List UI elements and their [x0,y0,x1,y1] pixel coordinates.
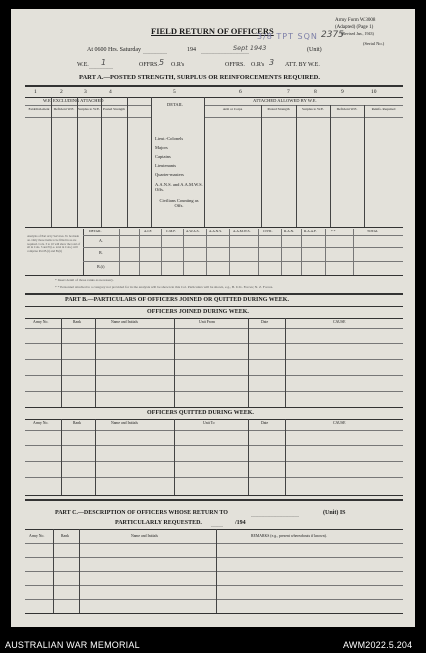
handwritten-ors-2: 3 [269,58,275,67]
quitted-title: OFFICERS QUITTED DURING WEEK. [147,410,254,416]
part-c-title-2: PARTICULARLY REQUESTED. [115,520,202,526]
part-c-title-1: PART C.—DESCRIPTION OF OFFICERS WHOSE RETURN TO [55,510,228,516]
detail-header: DETAIL [167,102,183,107]
analysis-note: Analysis of Part A by Services. To be made on. Only those items to be filled in as are required. Cols. 3 to 10 will show the total of all in Cols. 3 and 8 (i.e. total in Cols.) will comprise Part B.(i) and B.(ii) [27,234,81,253]
form-adapted: (Adapted) (Page 1) [335,25,374,30]
offrs-label: OFFRS. [139,62,159,68]
form-title: FIELD RETURN OF OFFICERS [151,26,274,36]
year-label: 194 [187,47,196,53]
we-label: W.E. [77,62,89,68]
joined-title: OFFICERS JOINED DURING WEEK. [147,309,249,315]
form-number: Army Form W.3008 [335,18,376,23]
handwritten-serial: 2375 [321,30,344,40]
handwritten-unit: Sept 1943 [233,44,267,52]
footer-credit: AUSTRALIAN WAR MEMORIAL [5,640,140,650]
part-c-date: /194 [235,520,246,526]
serial-number-label: (Serial No.) [363,41,385,46]
part-c-unit: (Unit) IS [323,510,346,516]
handwritten-offrs: 1 [101,58,107,67]
offrs-label-2: OFFRS. [225,62,245,68]
footnote-2: * * Personnel attached to a category not provided for in the analysis will be shown in this Col. Particulars will be shown, e.g., B. U.K. Forces; N. Z. Forces. [55,285,274,289]
form-revised: (Revised Jan., 1943) [341,31,374,36]
time-line: At 0600 Hrs. Saturday [87,47,141,53]
unit-stamp: 3/8 TPT SQN [257,32,318,41]
ors-label-1: O.R's [171,62,185,68]
handwritten-ors-1: 5 [159,58,165,67]
att-by-we-label: ATT. BY W.E. [285,62,320,68]
attached-allowed-header: ATTACHED ALLOWED BY W.E. [253,98,317,103]
footnote-1: * Insert detail of those ranks as necessary. [55,278,114,282]
part-b-title: PART B.—PARTICULARS OF OFFICERS JOINED OR QUITTED DURING WEEK. [65,297,289,303]
part-a-title: PART A.—POSTED STRENGTH, SURPLUS OR REINFORCEMENTS REQUIRED. [79,74,320,81]
ors-label-2: O.R's [251,62,265,68]
we-excluding-attached: W.E. EXCLUDING ATTACHED [43,98,104,103]
footer-accession: AWM2022.5.204 [343,640,413,650]
unit-label: (Unit) [307,47,322,53]
form-page: FIELD RETURN OF OFFICERS Army Form W.3008 (Adapted) (Page 1) (Revised Jan., 1943) (Serial No.) At 0600 Hrs. Saturday ………… 194 …………………… (Unit) Sept 1943 3/8 TPT SQN 2375 W.E. ………… 1 OFFRS. 5 O.R's OFFRS. 3 O.R's ATT. BY W.E. PART A.—POSTED STRENGTH, SURPLUS OR REINFORCEMENTS REQUIRED. 1 2 3 4 5 6 7 8 9 10 W.E. EXCLUDING ATTACHED DETAIL ATTACHED ALLOWED BY W.E. Establish-ment Deficient W.E. Surplus to W.E. Posted Strength Arm or Corps Posted Strength Surplus to W.E. Deficient W.E. Reinfs. Required Lieut.-Colonels Majors Captains Lieutenants Quarter-masters A.A.N.S. and A.A.M.W.S. Offs. Civilians Counting as Offs. Analysis of Part A by Services. To be made on. Only those items to be filled in as are required. Cols. 3 to 10 will show the total of all in Cols. 3 and 8 (i.e. total in Cols.) will comprise Part B.(i) and B.(ii) DETAIL A.I.F. C.M.F. A.W.A.S. A.A.N.S. A.A.M.W.S. CIVIL R.A.N. R.A.A.F. * * TOTAL A. B. B.(i) * Insert detail of those ranks as necessary. * * Personnel attached to a category not provided for in the analysis will be shown in this Col. Particulars will be shown, e.g., B. U.K. Forces; N. Z. Forces. PART B.—PARTICULARS OF OFFICERS JOINED OR QUITTED DURING WEEK. OFFICERS JOINED DURING WEEK. Army No. Rank Name and Initials Unit From Date CAUSE OFFICERS QUITTED DURING WEEK. Army No. Rank Name and Initials Unit To Date CAUSE PART C.—DESCRIPTION OF OFFICERS WHOSE RETURN TO …………………… (Unit) IS PARTICULARLY REQUESTED. …… /194 Army No. Rank Name and Initials REMARKS (e.g., present whereabouts if known). [11,9,415,627]
